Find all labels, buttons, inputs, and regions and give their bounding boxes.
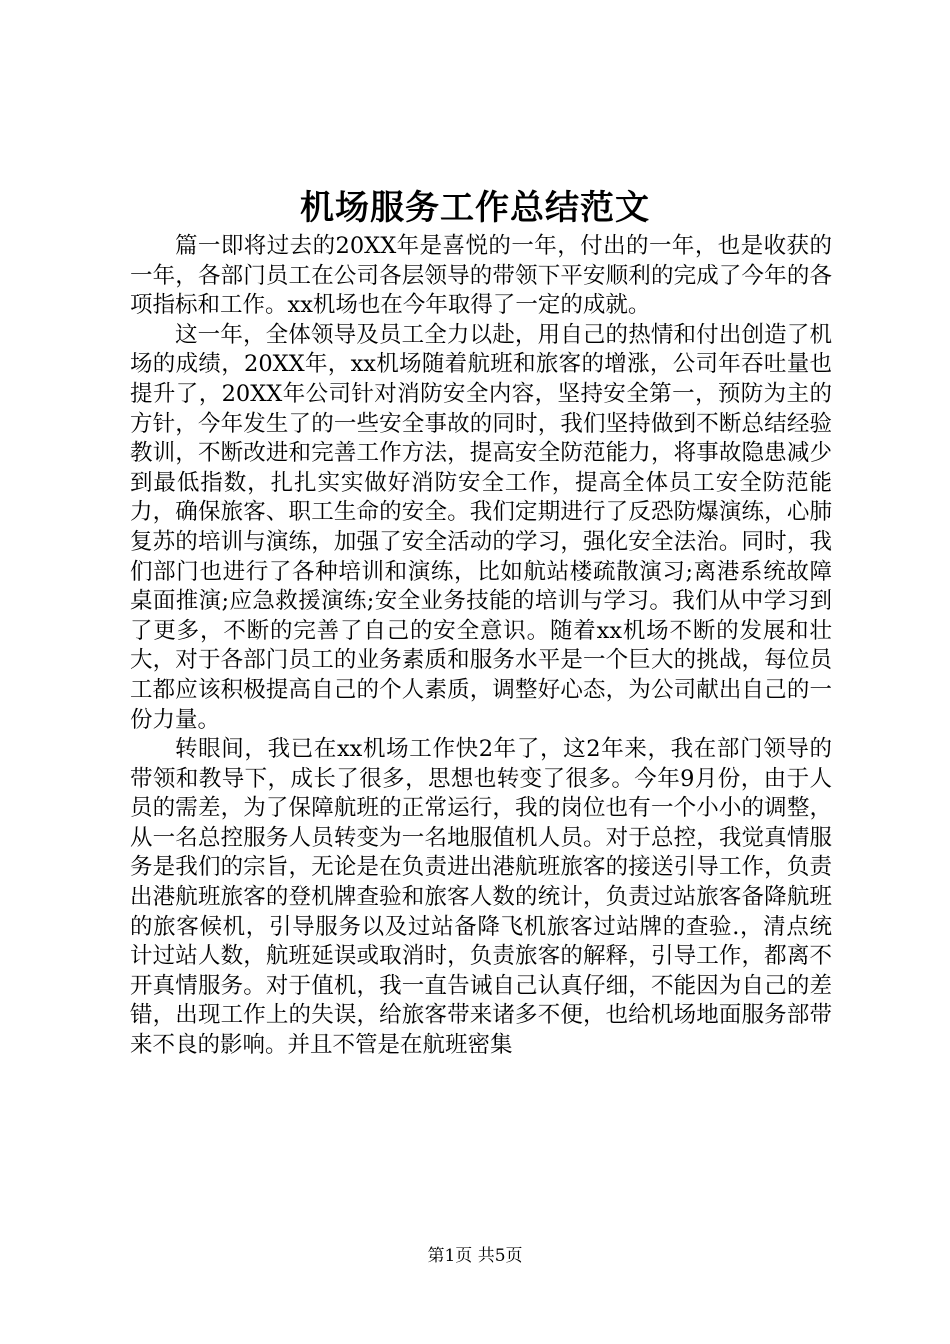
document-title: 机场服务工作总结范文 [300,188,650,228]
document-body [130,232,832,1061]
paragraph-1: 篇一即将过去的20XX年是喜悦的一年，付出的一年，也是收获的一年，各部门员工在公司各层领导的带领下平安顺利的完成了今年的各项指标和工作。xx机场也在今年取得了一定的成就。 [130,233,832,319]
paragraph-2: 这一年，全体领导及员工全力以赴，用自己的热情和付出创造了机场的成绩，20XX年，xx机场随着航班和旅客的增涨，公司年吞吐量也提升了，20XX年公司针对消防安全内容，坚持安全第一，预防为主的方针，今年发生了的一些安全事故的同时，我们坚持做到不断总结经验教训，不断改进和完善工作方法，提高安全防范能力，将事故隐患减少到最低指数，扎扎实实做好消防安全工作，提高全体员工安全防范能力，确保旅客、职工生命的安全。我们定期进行了反恐防爆演练，心肺复苏的培训与演练，加强了安全活动的学习，强化安全法治。同时，我们部门也进行了各种培训和演练，比如航站楼疏散演习;离港系统故障桌面推演;应急救援演练;安全业务技能的培训与学习。我们从中学习到了更多，不断的完善了自己的安全意识。随着xx机场不断的发展和壮大，对于各部门员工的业务素质和服务水平是一个巨大的挑战，每位员工都应该积极提高自己的个人素质，调整好心态，为公司献出自己的一份力量。 [130,321,832,733]
page-footer: 第1页 共5页 [427,1246,523,1266]
paragraph-3: 转眼间，我已在xx机场工作快2年了，这2年来，我在部门领导的带领和教导下，成长了很多，思想也转变了很多。今年9月份，由于人员的需差，为了保障航班的正常运行，我的岗位也有一个小小的调整，从一名总控服务人员转变为一名地服值机人员。对于总控，我觉真情服务是我们的宗旨，无论是在负责进出港航班旅客的接送引导工作，负责出港航班旅客的登机牌查验和旅客人数的统计，负责过站旅客备降航班的旅客候机，引导服务以及过站备降飞机旅客过站牌的查验.，清点统计过站人数，航班延误或取消时，负责旅客的解释，引导工作，都离不开真情服务。对于值机，我一直告诫自己认真仔细，不能因为自己的差错，出现工作上的失误，给旅客带来诸多不便，也给机场地面服务部带来不良的影响。并且不管是在航班密集 [130,736,832,1059]
